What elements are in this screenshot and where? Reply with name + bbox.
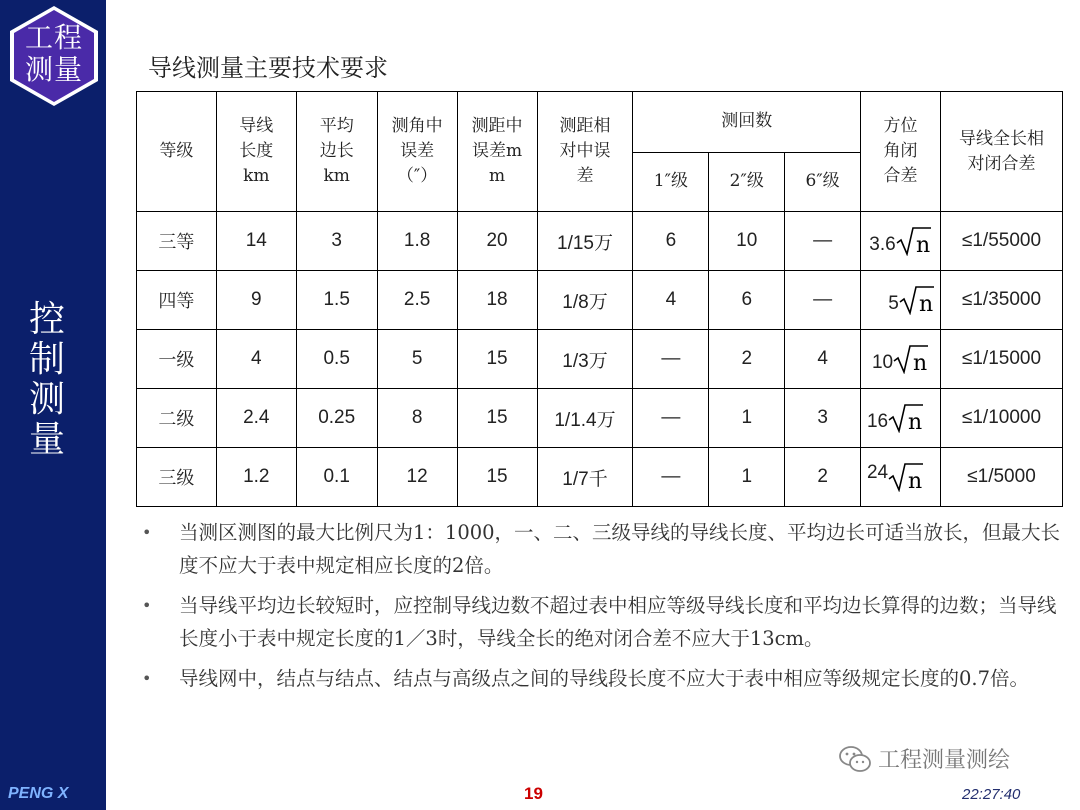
notes-list bbox=[142, 516, 1062, 702]
badge-line-1: 工程 bbox=[24, 21, 83, 54]
table-row bbox=[137, 448, 1063, 507]
cell-closure: ≤1/10000 bbox=[941, 389, 1063, 448]
cell-angle-error: 2.5 bbox=[377, 271, 457, 330]
cell-round-1: — bbox=[633, 448, 709, 507]
header-avg-side: 平均边长km bbox=[319, 116, 354, 186]
cell-angle-error: 12 bbox=[377, 448, 457, 507]
note-text: 导线网中，结点与结点、结点与高级点之间的导线段长度不应大于表中相应等级规定长度的0.7倍。 bbox=[179, 667, 1030, 690]
sqrt-icon bbox=[888, 462, 924, 492]
sqrt-icon bbox=[896, 226, 932, 256]
cell-round-2: 10 bbox=[709, 212, 785, 271]
note-text: 当导线平均边长较短时，应控制导线边数不超过表中相应等级导线长度和平均边长算得的边数；当导线长度小于表中规定长度的1／3时，导线全长的绝对闭合差不应大于13cm。 bbox=[179, 594, 1057, 650]
cell-avg-side: 1.5 bbox=[296, 271, 377, 330]
watermark-text: 工程测量测绘 bbox=[878, 748, 1011, 773]
bullet-marker: • bbox=[142, 669, 152, 688]
cell-avg-side: 0.25 bbox=[296, 389, 377, 448]
header-rounds: 测回数 bbox=[721, 111, 773, 132]
cell-round-1: 6 bbox=[633, 212, 709, 271]
bullet-marker: • bbox=[142, 596, 152, 615]
bullet-marker: • bbox=[142, 523, 152, 542]
cell-round-1: — bbox=[633, 330, 709, 389]
author-label: PENG X bbox=[8, 785, 69, 802]
cell-azimuth bbox=[861, 212, 941, 271]
cell-grade: 四等 bbox=[137, 271, 217, 330]
cell-round-6: 2 bbox=[785, 448, 861, 507]
cell-round-2: 6 bbox=[709, 271, 785, 330]
badge-line-2: 测量 bbox=[24, 53, 83, 86]
cell-grade: 三等 bbox=[137, 212, 217, 271]
cell-closure: ≤1/55000 bbox=[941, 212, 1063, 271]
clock: 22:27:40 bbox=[962, 786, 1021, 803]
cell-closure: ≤1/35000 bbox=[941, 271, 1063, 330]
sqrt-icon bbox=[899, 285, 935, 315]
cell-angle-error: 8 bbox=[377, 389, 457, 448]
header-azimuth: 方位角闭合差 bbox=[883, 116, 918, 186]
list-item bbox=[142, 662, 1062, 695]
list-item bbox=[142, 589, 1062, 655]
section-title: 控制测量 bbox=[28, 299, 65, 460]
spec-table bbox=[136, 91, 1063, 507]
cell-distance-relative: 1/7千 bbox=[537, 448, 633, 507]
header-closure: 导线全长相对闭合差 bbox=[959, 128, 1044, 174]
cell-distance-relative: 1/15万 bbox=[537, 212, 633, 271]
cell-angle-error: 5 bbox=[377, 330, 457, 389]
cell-length: 4 bbox=[216, 330, 296, 389]
azimuth-coefficient: 5 bbox=[888, 293, 899, 314]
cell-azimuth bbox=[861, 271, 941, 330]
cell-round-1: — bbox=[633, 389, 709, 448]
cell-length: 9 bbox=[216, 271, 296, 330]
cell-distance-relative: 1/3万 bbox=[537, 330, 633, 389]
watermark bbox=[838, 743, 1010, 774]
cell-avg-side: 3 bbox=[296, 212, 377, 271]
sqrt-icon bbox=[888, 403, 924, 433]
cell-grade: 二级 bbox=[137, 389, 217, 448]
azimuth-coefficient: 24 bbox=[866, 462, 889, 483]
sqrt-icon bbox=[893, 344, 929, 374]
page-number: 19 bbox=[524, 784, 543, 803]
cell-round-2: 1 bbox=[709, 448, 785, 507]
cell-distance-error: 15 bbox=[457, 389, 537, 448]
cell-azimuth bbox=[861, 389, 941, 448]
cell-round-1: 4 bbox=[633, 271, 709, 330]
azimuth-variable: n bbox=[913, 351, 928, 374]
cell-closure: ≤1/15000 bbox=[941, 330, 1063, 389]
azimuth-coefficient: 10 bbox=[871, 352, 894, 373]
cell-length: 2.4 bbox=[216, 389, 296, 448]
cell-grade: 一级 bbox=[137, 330, 217, 389]
header-length: 导线长度km bbox=[239, 116, 274, 186]
azimuth-variable: n bbox=[918, 292, 933, 315]
cell-angle-error: 1.8 bbox=[377, 212, 457, 271]
cell-round-2: 1 bbox=[709, 389, 785, 448]
cell-distance-error: 15 bbox=[457, 448, 537, 507]
azimuth-variable: n bbox=[915, 233, 930, 256]
azimuth-variable: n bbox=[908, 469, 923, 492]
cell-avg-side: 0.5 bbox=[296, 330, 377, 389]
cell-length: 14 bbox=[216, 212, 296, 271]
cell-distance-error: 18 bbox=[457, 271, 537, 330]
list-item bbox=[142, 516, 1062, 582]
table-row bbox=[137, 330, 1063, 389]
cell-azimuth bbox=[861, 330, 941, 389]
header-distance-error: 测距中误差mm bbox=[471, 116, 523, 186]
cell-distance-error: 20 bbox=[457, 212, 537, 271]
cell-round-6: — bbox=[785, 212, 861, 271]
cell-closure: ≤1/5000 bbox=[941, 448, 1063, 507]
header-round-1: 1″级 bbox=[653, 171, 688, 192]
cell-distance-relative: 1/8万 bbox=[537, 271, 633, 330]
cell-round-6: 3 bbox=[785, 389, 861, 448]
course-badge bbox=[6, 4, 102, 108]
cell-azimuth bbox=[861, 448, 941, 507]
cell-avg-side: 0.1 bbox=[296, 448, 377, 507]
cell-round-6: — bbox=[785, 271, 861, 330]
cell-round-2: 2 bbox=[709, 330, 785, 389]
azimuth-coefficient: 16 bbox=[866, 411, 889, 432]
header-angle-error: 测角中误差（″） bbox=[391, 116, 443, 186]
azimuth-coefficient: 3.6 bbox=[869, 234, 896, 255]
wechat-icon bbox=[838, 744, 872, 774]
header-round-2: 2″级 bbox=[729, 171, 764, 192]
header-grade: 等级 bbox=[159, 141, 194, 161]
cell-round-6: 4 bbox=[785, 330, 861, 389]
table-row bbox=[137, 212, 1063, 271]
table-row bbox=[137, 271, 1063, 330]
note-text: 当测区测图的最大比例尺为1：1000，一、二、三级导线的导线长度、平均边长可适当放长，但最大长度不应大于表中规定相应长度的2倍。 bbox=[179, 521, 1061, 577]
cell-distance-relative: 1/1.4万 bbox=[537, 389, 633, 448]
header-distance-relative: 测距相对中误差 bbox=[559, 116, 611, 186]
azimuth-variable: n bbox=[908, 410, 923, 433]
header-round-6: 6″级 bbox=[805, 171, 840, 192]
cell-distance-error: 15 bbox=[457, 330, 537, 389]
cell-length: 1.2 bbox=[216, 448, 296, 507]
cell-grade: 三级 bbox=[137, 448, 217, 507]
table-row bbox=[137, 389, 1063, 448]
slide-title: 导线测量主要技术要求 bbox=[148, 54, 388, 82]
